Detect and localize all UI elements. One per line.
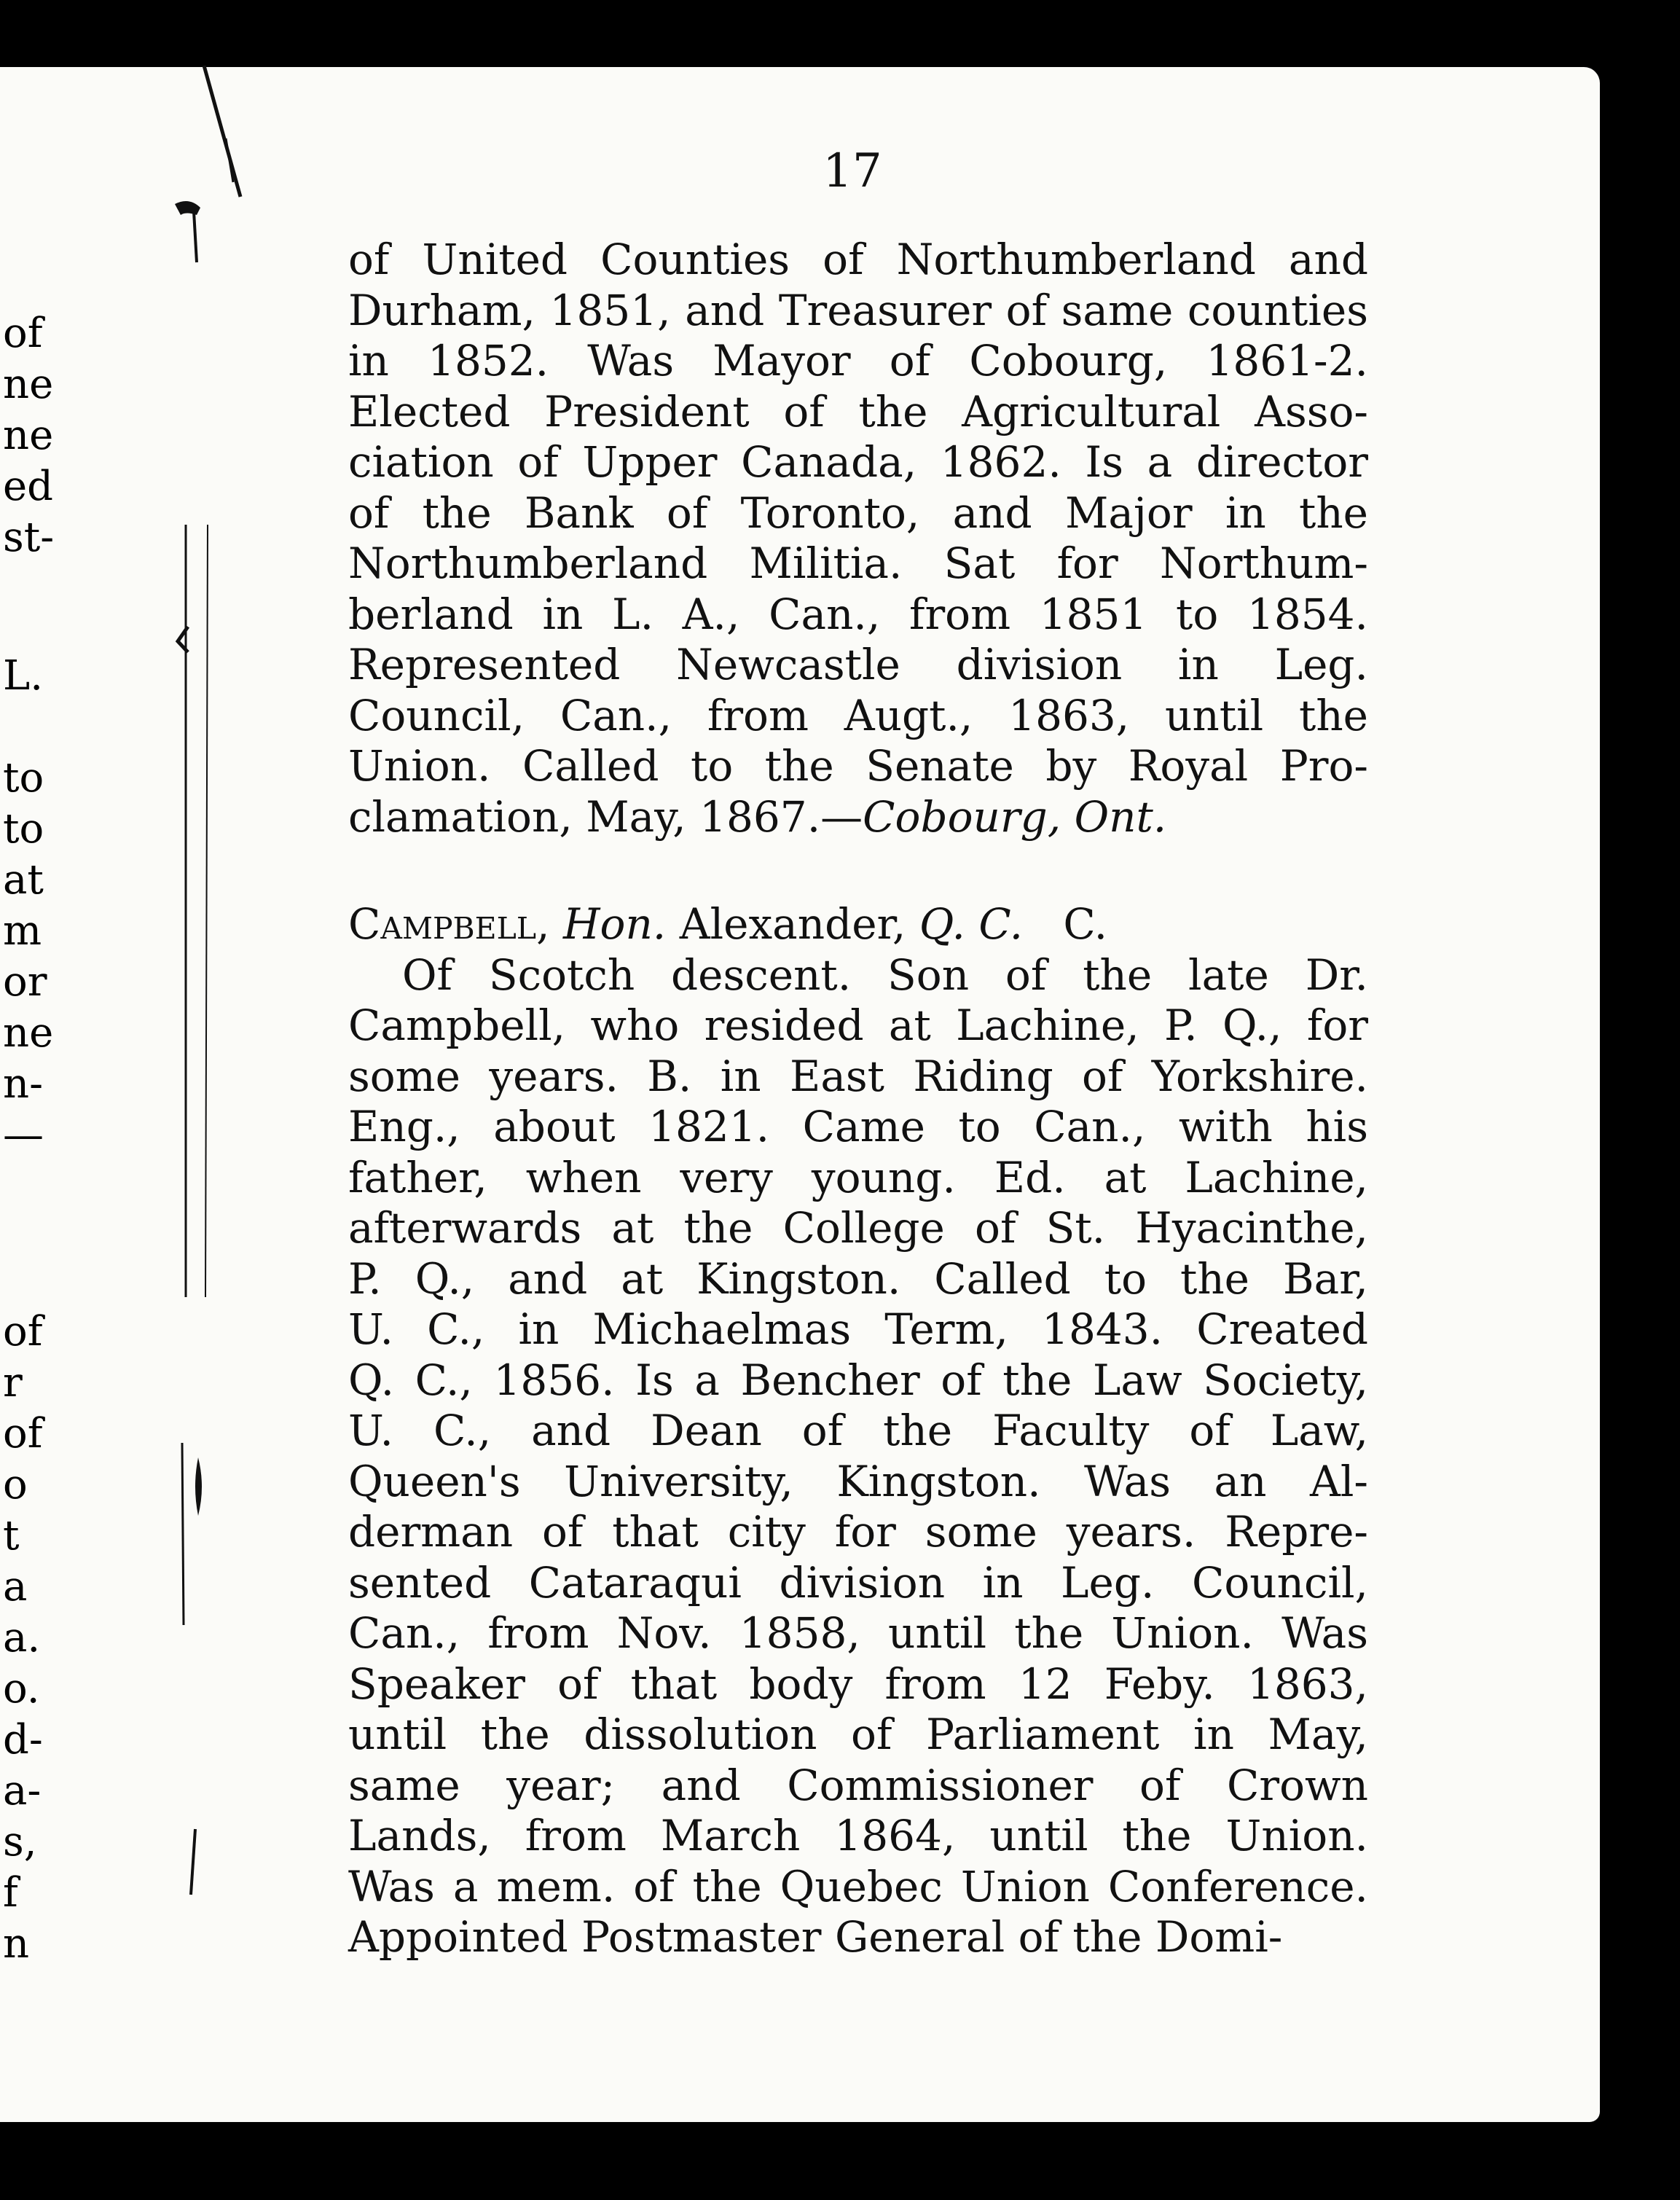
new-entry <box>348 950 1368 1963</box>
facing-page-fragment: o <box>3 1461 28 1508</box>
continued-entry-closing-line <box>348 792 1368 843</box>
text-line: derman of that city for some years. Repre- <box>348 1507 1368 1557</box>
text-line: Lands, from March 1864, until the Union. <box>348 1811 1368 1860</box>
text-line: afterwards at the College of St. Hyacinthe, <box>348 1203 1368 1253</box>
text-line: Q. C., 1856. Is a Bencher of the Law Society, <box>348 1355 1368 1405</box>
text-line: Durham, 1851, and Treasurer of same counties <box>348 285 1368 335</box>
entry-surname: Campbell, <box>348 899 550 949</box>
text-line: some years. B. in East Riding of Yorkshire. <box>348 1051 1368 1101</box>
text-line: Represented Newcastle division in Leg. <box>348 640 1368 689</box>
text-line: in 1852. Was Mayor of Cobourg, 1861-2. <box>348 336 1368 385</box>
text-line: until the dissolution of Parliament in May, <box>348 1710 1368 1759</box>
text-line: Union. Called to the Senate by Royal Pro- <box>348 741 1368 791</box>
continued-entry <box>348 235 1368 792</box>
facing-page-fragment: at <box>3 856 44 904</box>
text-line: Queen's University, Kingston. Was an Al- <box>348 1456 1368 1506</box>
facing-page-fragment: t <box>3 1512 20 1559</box>
text-line: Elected President of the Agricultural Asso- <box>348 386 1368 437</box>
facing-page-fragment: d- <box>3 1716 43 1763</box>
facing-page-fragment: n <box>3 1920 30 1968</box>
page-number: 17 <box>823 144 882 198</box>
text-line: berland in L. A., Can., from 1851 to 1854. <box>348 589 1368 639</box>
closing-text: clamation, May, 1867.— <box>348 791 863 842</box>
text-line: Can., from Nov. 1858, until the Union. Was <box>348 1608 1368 1658</box>
entry-honour: Q. C. <box>919 899 1024 949</box>
facing-page-fragment: — <box>3 1111 44 1159</box>
text-line: Council, Can., from Augt., 1863, until the <box>348 690 1368 740</box>
text-line: of United Counties of Northumberland and <box>348 235 1368 284</box>
facing-page-fragment: of <box>3 310 43 357</box>
text-line: Of Scotch descent. Son of the late Dr. <box>402 950 1368 1000</box>
facing-page-fragment: ne <box>3 412 54 459</box>
facing-page-fragment: a- <box>3 1767 42 1815</box>
facing-page-fragment: of <box>3 1308 43 1355</box>
entry-title: Hon. <box>562 899 667 949</box>
facing-page-fragment: a. <box>3 1614 41 1661</box>
facing-page-fragment: L. <box>3 652 43 700</box>
text-line: of the Bank of Toronto, and Major in the <box>348 488 1368 538</box>
residence-place: Cobourg, Ont. <box>863 791 1167 842</box>
facing-page-fragment: ne <box>3 1009 54 1057</box>
facing-page-fragment: m <box>3 907 42 955</box>
facing-page-fragment: or <box>3 958 47 1006</box>
facing-page-fragment: f <box>3 1869 18 1917</box>
facing-page-fragment: to <box>3 805 44 853</box>
text-line: father, when very young. Ed. at Lachine, <box>348 1152 1368 1202</box>
gutter-marks <box>168 58 255 1924</box>
entry-heading <box>348 899 1368 950</box>
text-line: Was a mem. of the Quebec Union Conference. <box>348 1861 1368 1911</box>
page-body <box>348 235 1368 1963</box>
text-line: Appointed Postmaster General of the Domi- <box>348 1912 1283 1962</box>
text-line: Campbell, who resided at Lachine, P. Q., for <box>348 1001 1368 1050</box>
text-line: Eng., about 1821. Came to Can., with his <box>348 1102 1368 1151</box>
entry-given-name: Alexander, <box>679 899 906 949</box>
facing-page-fragment: of <box>3 1410 43 1457</box>
facing-page-fragment: n- <box>3 1060 43 1108</box>
facing-page-fragment: st- <box>3 514 55 561</box>
facing-page-fragment: a <box>3 1563 28 1610</box>
text-line: ciation of Upper Canada, 1862. Is a director <box>348 437 1368 487</box>
text-line: U. C., and Dean of the Faculty of Law, <box>348 1406 1368 1455</box>
text-line: U. C., in Michaelmas Term, 1843. Created <box>348 1304 1368 1354</box>
text-line: Northumberland Militia. Sat for Northum- <box>348 539 1368 588</box>
text-line: same year; and Commissioner of Crown <box>348 1760 1368 1810</box>
facing-page-fragment: s, <box>3 1818 37 1866</box>
facing-page-fragment: ed <box>3 463 53 510</box>
entry-suffix: C. <box>1063 899 1108 949</box>
facing-page-fragment: o. <box>3 1665 40 1712</box>
facing-page-fragment: ne <box>3 361 54 408</box>
text-line: Speaker of that body from 12 Feby. 1863, <box>348 1659 1368 1709</box>
text-line: P. Q., and at Kingston. Called to the Bar, <box>348 1253 1368 1304</box>
facing-page-fragment: r <box>3 1359 23 1406</box>
text-line: sented Cataraqui division in Leg. Council, <box>348 1557 1368 1608</box>
facing-page-fragment: to <box>3 754 44 802</box>
